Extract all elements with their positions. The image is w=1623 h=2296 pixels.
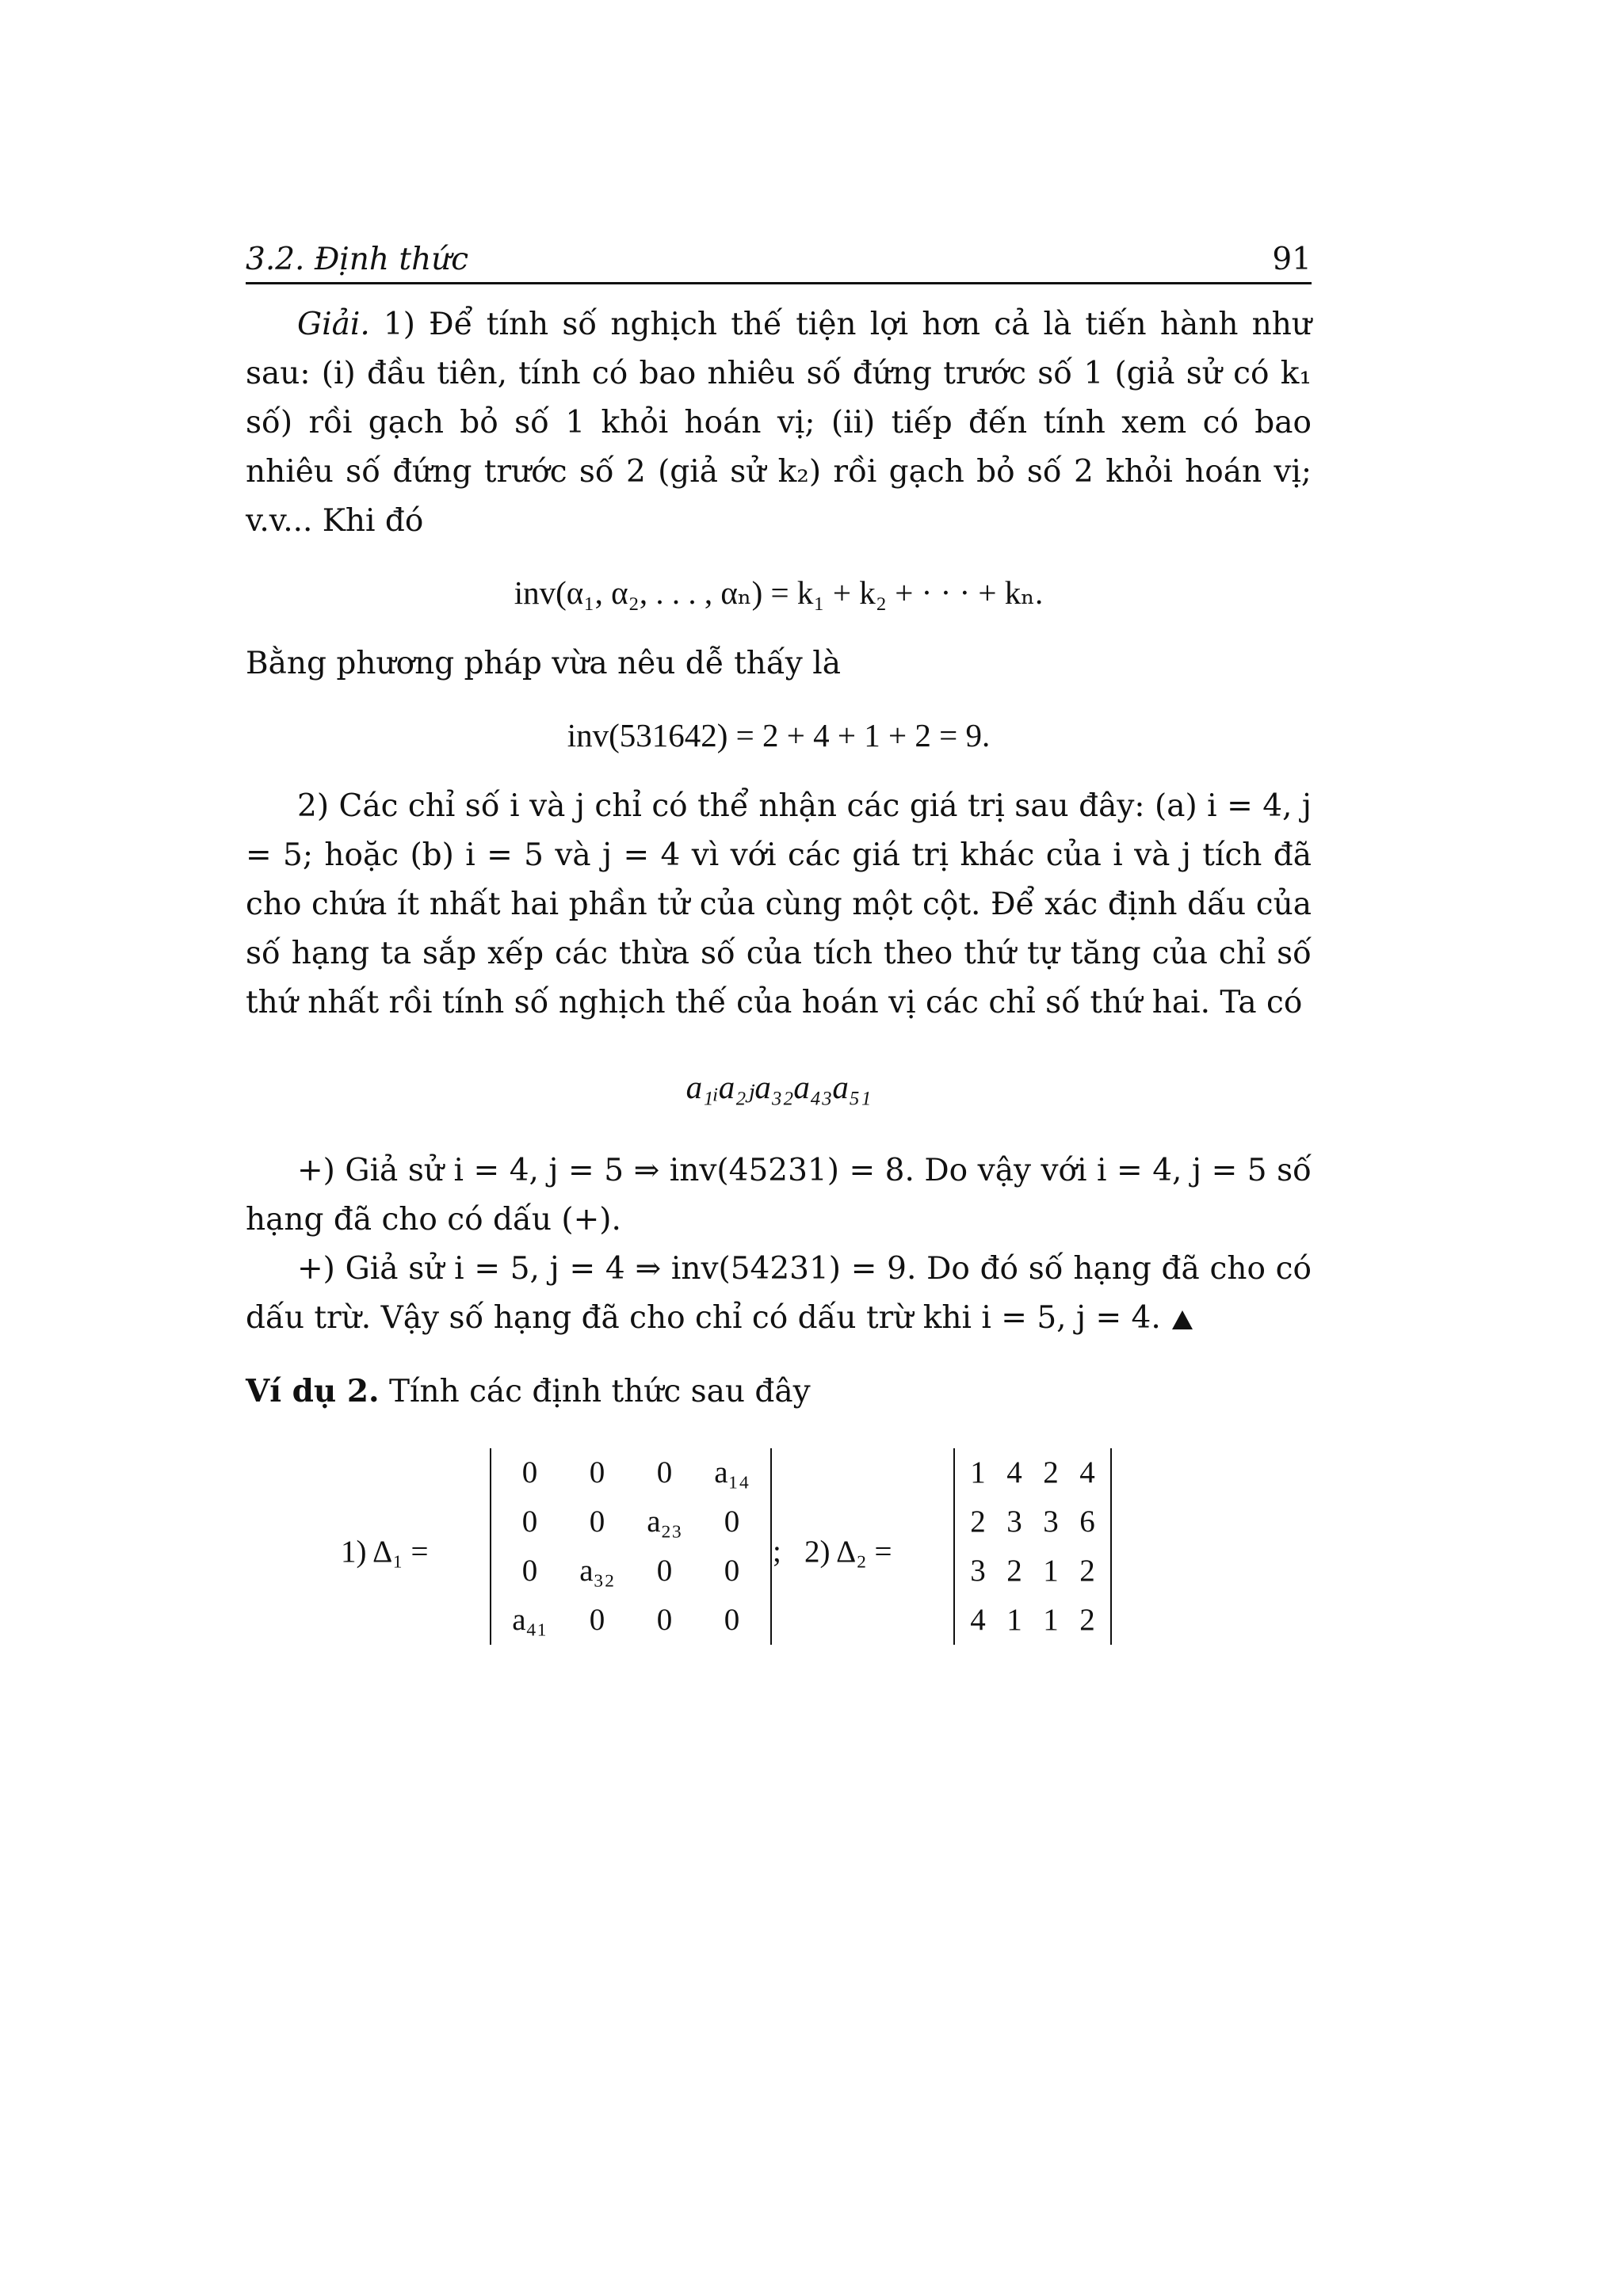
matrix-cell: 0 <box>589 1505 605 1539</box>
solution-paragraph-1 <box>246 300 1312 546</box>
matrix-cell: 2 <box>970 1505 986 1539</box>
solution-paragraph-3: 2) Các chỉ số i và j chỉ có thể nhận các giá trị sau đây: (a) i = 4, j = 5; hoặc (b) i = 5 và j = 4 vì với các giá trị khác của i và j tích đã cho chứa ít nhất hai phần tử của cùng một cột. Để xác định dấu của số hạng ta sắp xếp các thừa số của tích theo thứ tự tăng của chỉ số thứ nhất rồi tính số nghịch thế của hoán vị các chỉ số thứ hai. Ta có <box>246 788 1312 1020</box>
matrix-cell: 2 <box>1043 1455 1059 1489</box>
solution-paragraph-5 <box>246 1245 1312 1343</box>
det1-matrix <box>490 1448 772 1645</box>
solution-label: Giải. <box>297 307 370 342</box>
matrix-cell: 0 <box>656 1554 673 1588</box>
matrix-cell: 1 <box>970 1455 986 1489</box>
page <box>246 238 1312 1654</box>
matrix-cell: 2 <box>1079 1554 1095 1588</box>
matrix-cell: 4 <box>1006 1455 1022 1489</box>
matrix-row <box>496 1448 766 1497</box>
determinants-row <box>246 1448 1312 1654</box>
matrix-cell: 0 <box>589 1455 605 1489</box>
page-number: 91 <box>1272 242 1312 277</box>
matrix-row <box>960 1448 1106 1497</box>
matrix-cell: 0 <box>656 1455 673 1489</box>
det2-matrix <box>953 1448 1112 1645</box>
matrix-row <box>496 1596 766 1645</box>
matrix-cell: 0 <box>724 1554 740 1588</box>
matrix-cell: 2 <box>1079 1603 1095 1637</box>
equation-product: a₁ᵢa₂ⱼa₃₂a₄₃a₅₁ <box>685 1069 872 1105</box>
matrix-cell: a₁₄ <box>714 1455 750 1489</box>
running-header <box>246 238 1312 284</box>
det-separator: ; <box>773 1535 781 1569</box>
example-text: Tính các định thức sau đây <box>379 1374 811 1409</box>
matrix-cell: 3 <box>1006 1505 1022 1539</box>
equation-inv-general: inv(α₁, α₂, . . . , αₙ) = k₁ + k₂ + · · · + kₙ. <box>514 574 1044 611</box>
matrix-cell: 0 <box>521 1455 538 1489</box>
det2-label: 2) Δ₂ = <box>804 1535 892 1569</box>
section-title: 3.2. Định thức <box>246 242 469 277</box>
matrix-cell: 2 <box>1006 1554 1022 1588</box>
matrix-cell: 1 <box>1043 1603 1059 1637</box>
example-heading <box>246 1367 1312 1417</box>
matrix-cell: a₂₃ <box>647 1505 682 1539</box>
matrix-row <box>960 1547 1106 1596</box>
matrix-cell: 0 <box>724 1603 740 1637</box>
matrix-row <box>960 1596 1106 1645</box>
solution-text-5: +) Giả sử i = 5, j = 4 ⇒ inv(54231) = 9. Do đó số hạng đã cho có dấu trừ. Vậy số hạng đã cho chỉ có dấu trừ khi i = 5, j = 4. <box>246 1251 1312 1336</box>
matrix-cell: 0 <box>724 1505 740 1539</box>
matrix-cell: 3 <box>970 1554 986 1588</box>
matrix-cell: a₃₂ <box>579 1554 615 1588</box>
matrix-cell: 0 <box>656 1603 673 1637</box>
matrix-cell: 4 <box>1079 1455 1095 1489</box>
matrix-cell: 3 <box>1043 1505 1059 1539</box>
matrix-row <box>496 1547 766 1596</box>
solution-paragraph-2: Bằng phương pháp vừa nêu dễ thấy là <box>246 646 841 681</box>
matrix-row <box>496 1497 766 1547</box>
matrix-cell: 1 <box>1006 1603 1022 1637</box>
matrix-cell: 0 <box>589 1603 605 1637</box>
matrix-row <box>960 1497 1106 1547</box>
matrix-cell: a₄₁ <box>512 1603 548 1637</box>
matrix-cell: 0 <box>521 1554 538 1588</box>
det1-label: 1) Δ₁ = <box>341 1535 429 1569</box>
equation-inv-531642: inv(531642) = 2 + 4 + 1 + 2 = 9. <box>567 717 991 753</box>
matrix-cell: 6 <box>1079 1505 1095 1539</box>
matrix-cell: 1 <box>1043 1554 1059 1588</box>
page-body <box>246 300 1312 1654</box>
solution-paragraph-4: +) Giả sử i = 4, j = 5 ⇒ inv(45231) = 8. Do vậy với i = 4, j = 5 số hạng đã cho có dấu (+). <box>246 1153 1312 1238</box>
end-of-proof-triangle-icon <box>1172 1310 1193 1329</box>
solution-text-1: 1) Để tính số nghịch thế tiện lợi hơn cả là tiến hành như sau: (i) đầu tiên, tính có bao nhiêu số đứng trước số 1 (giả sử có k₁ số) rồi gạch bỏ số 1 khỏi hoán vị; (ii) tiếp đến tính xem có bao nhiêu số đứng trước số 2 (giả sử k₂) rồi gạch bỏ số 2 khỏi hoán vị; v.v... Khi đó <box>246 307 1312 539</box>
matrix-cell: 0 <box>521 1505 538 1539</box>
matrix-cell: 4 <box>970 1603 986 1637</box>
example-label: Ví dụ 2. <box>246 1373 380 1409</box>
